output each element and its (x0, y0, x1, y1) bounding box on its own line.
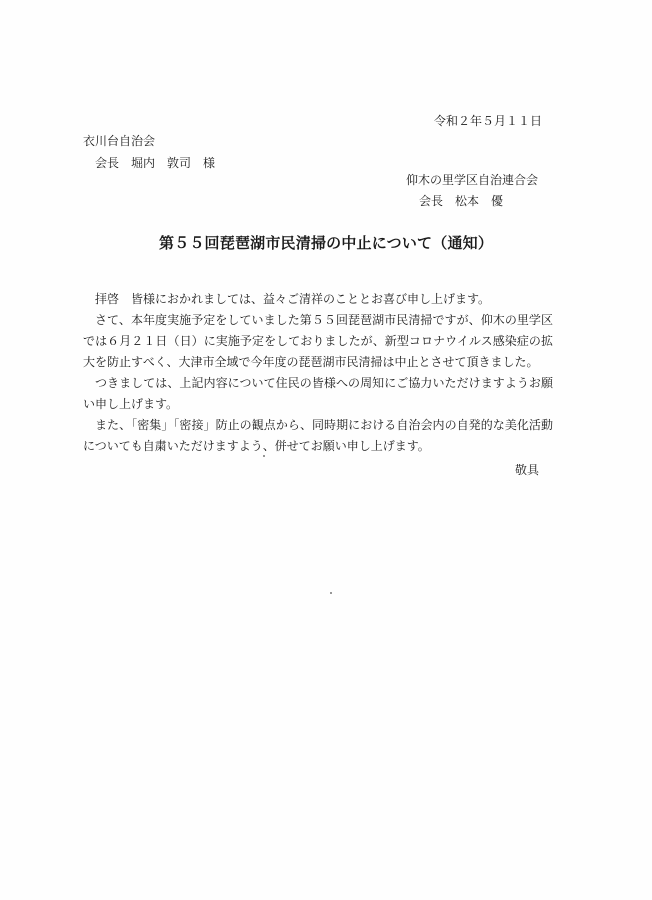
sender-organization: 仰木の里学区自治連合会 (406, 173, 539, 187)
recipient-organization: 衣川台自治会 (83, 134, 156, 148)
sender-name: 会長 松本 優 (419, 194, 504, 208)
scan-speck (330, 592, 332, 594)
recipient-name: 会長 堀内 敦司 様 (95, 156, 216, 170)
body-paragraph-announcement: さて、本年度実施予定をしていました第５５回琵琶湖市民清掃ですが、仰木の里学区では６月２１日（日）に実施予定をしておりましたが、新型コロナウイルス感染症の拡大を防止すべく、大津市全域で今年度の琵琶湖市民清掃は中止とさせて頂きました。 (83, 313, 553, 369)
body-paragraph-request: つきましては、上記内容について住民の皆様への周知にご協力いただけますようお願い申し上げます。 (83, 376, 553, 411)
document-title: 第５５回琵琶湖市民清掃の中止について（通知） (158, 234, 494, 252)
letter-body (83, 289, 553, 457)
letter-closing: 敬具 (514, 463, 539, 477)
body-paragraph-self-restraint: また、「密集」「密接」防止の観点から、同時期における自治会内の自発的な美化活動についても自粛いただけますよう、併せてお願い申し上げます。 (83, 418, 553, 453)
scan-speck (263, 455, 265, 457)
letter-date: 令和２年５月１１日 (433, 114, 542, 128)
body-paragraph-greeting: 拝啓 皆様におかれましては、益々ご清祥のこととお喜び申し上げます。 (95, 292, 491, 306)
